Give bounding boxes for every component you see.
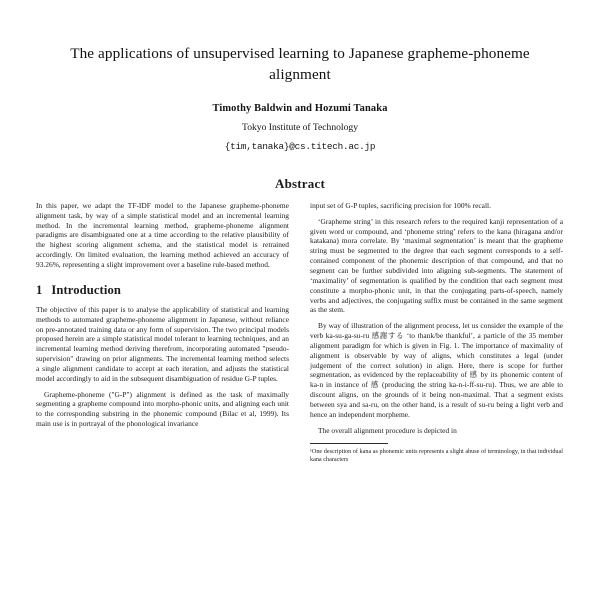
- section-heading-introduction: [36, 283, 289, 298]
- abstract-heading: Abstract: [275, 175, 325, 191]
- right-paragraph-3: By way of illustration of the alignment process, let us consider the example of the verb ka-su-ga-su-ru 感謝する ‘to thank/be thankful’, a particle of the 35 member alignment paradigm for which is given in Fig. 1. The importance of maximality of alignment is observable by way of aligns, which constitutes a legal (under judgement of the correct solution) in align. Here, there is scope for further segmentation, as evidenced by the replaceability of 感 by its phonemic content of ka-n in instance of 感 (producing the string ka-n-i-ff-su-ru). Thus, we are able to discount aligns, on the grounds of it being non-maximal. That a segment exists between sya and sa-ru, on the other hand, is a result of su-ru being a light verb and hence an independent morpheme.: [310, 321, 563, 419]
- left-column: [36, 201, 289, 464]
- affiliation: Tokyo Institute of Technology: [242, 121, 358, 133]
- title-block: [0, 0, 600, 152]
- section-number: 1: [36, 282, 43, 297]
- abstract-text: In this paper, we adapt the TF-IDF model to the Japanese grapheme-phoneme alignment task, by way of a simple statistical model and an incremental learning method. In the incremental learning method, grapheme-phoneme alignment paradigms are disambiguated one at a time according to the relative plausibility of the highest scoring alignment schema, and the statistical model is retrained accordingly. On limited evaluation, the learning method achieved an accuracy of 93.26%, representing a slight improvement over a baseline rule-based method.: [36, 200, 289, 269]
- right-paragraph-2: ‘Grapheme string’ in this research refers to the required kanji representation of a given word or compound, and ‘phoneme string’ refers to the kana (hiragana and/or katakana) mora correlate. By ‘maximal segmentation’ is meant that the grapheme string must be segmented to the degree that each segment corresponds to a self-contained component of the phonemic description of that compound, and that no segment can be further subdivided into aligning sub-segments. The statement of ‘maximality’ of segmentation is qualified by the condition that each segment must constitute a morpho-phonic unit, in that the conjugating parts-of-speech, namely verbs and adjectives, the conjugating suffix must be contained in the same segment as the stem.: [310, 216, 563, 315]
- footnote-text: ¹One description of kana as phonemic units represents a slight abuse of terminology, in that individual kana characters: [310, 447, 563, 463]
- intro-paragraph-2: Grapheme-phoneme ("G-P") alignment is defined as the task of maximally segmenting a grapheme compound into morpho-phonic units, and aligning each unit to the corresponding substring in the phonemic compound (Bilac et al, 1999). Its main use is in portrayal of the phonological invariance: [36, 389, 289, 429]
- page-title: The applications of unsupervised learning to Japanese grapheme-phoneme alignment: [70, 45, 530, 83]
- footnote-divider: [310, 443, 388, 444]
- intro-paragraph-1: The objective of this paper is to analyse the applicability of statistical and learning methods to automated grapheme-phoneme alignment in Japanese, without reliance on pre-annotated training data or any form of supervision. The two principal models proposed herein are a simple statistical model tolerant to learning techniques, and an incremental learning method deriving therefrom, incorporating automated "pseudo-supervision" drawing on prior alignments. The incremental learning method selects a single alignment candidate to accept at each iteration, and adjusts the statistical model accordingly to aid in the subsequent disambiguation of residue G-P tuples.: [36, 304, 289, 383]
- author-email: {tim,tanaka}@cs.titech.ac.jp: [224, 140, 376, 152]
- right-paragraph-1: input set of G-P tuples, sacrificing precision for 100% recall.: [310, 200, 491, 210]
- section-title: Introduction: [51, 282, 121, 297]
- two-column-body: [0, 201, 600, 464]
- author-list: Timothy Baldwin and Hozumi Tanaka: [212, 102, 388, 114]
- right-column: [310, 201, 563, 464]
- right-paragraph-4: The overall alignment procedure is depicted in: [318, 425, 457, 435]
